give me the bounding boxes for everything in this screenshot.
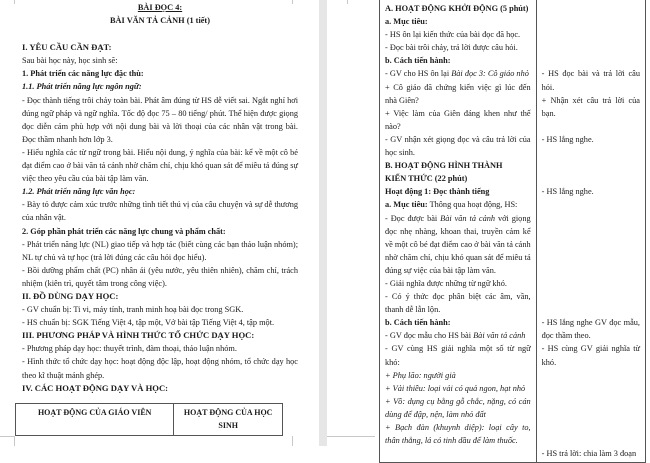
procedure-label: b. Cách tiến hành: (385, 56, 451, 66)
lesson-subtitle: BÀI VĂN TẢ CẢNH (1 tiết) (110, 16, 210, 26)
objective-item: - Đọc bài trôi chảy, trả lời được câu hỏi. (385, 43, 518, 53)
student-activities-cell (536, 0, 645, 463)
objective-item (385, 212, 531, 277)
question-item: + Việc làm của Giên đáng khen như thế nào? (385, 108, 531, 131)
text: - GV đọc mẫu cho HS bài (385, 331, 474, 341)
section1-paragraph: - Phát triển năng lực (NL) giao tiếp và hợp tác (biết cùng các bạn thảo luận nhóm); NL tự chủ và tự học (trả lời đúng các câu hỏi đọc hiểu). (22, 239, 298, 262)
vocabulary-item: + Vải thiều: loại vải có quả ngon, hạt nhỏ (385, 383, 526, 393)
column-header-student: HOẠT ĐỘNG CỦA HỌC SINH (174, 404, 283, 436)
section1-heading: I. YÊU CẦU CẦN ĐẠT: (22, 42, 112, 53)
objective-label: a. Mục tiêu: (385, 17, 428, 27)
section1-paragraph: - Bồi dưỡng phẩm chất (PC) nhân ái (yêu nước, yêu thiên nhiên), chăm chỉ, trách nhiệm (kiên trì, quyết tâm trong công việc). (22, 265, 298, 288)
objective-item: - Có ý thức đọc phân biệt các âm, vần, thanh dễ lẫn lộn. (385, 292, 531, 315)
crop-mark (14, 436, 15, 446)
text: - GV cho HS ôn lại (385, 69, 452, 79)
activity-a-heading: A. HOẠT ĐỘNG KHỞI ĐỘNG (5 phút) (385, 4, 529, 13)
section1-sub1: 1. Phát triển các năng lực đặc thù: (22, 69, 144, 79)
procedure-item: - GV cùng HS giải nghĩa một số từ ngữ khó: (385, 344, 531, 367)
student-activity: - HS cùng GV giải nghĩa từ khó. (541, 344, 640, 367)
section3-heading: III. PHƯƠNG PHÁP VÀ HÌNH THỨC TỔ CHỨC DẠY HỌC: (22, 330, 255, 341)
text: với giọng đọc nhẹ nhàng, khoan thai, truyền cảm kể về một cô bé đạt điểm cao ở bài văn tả cảnh nhờ chăm chỉ, chịu khó quan sát để miêu tả đúng sự việc của bài tập làm văn. (385, 213, 531, 275)
activity-b-heading-cont: KIẾN THỨC (22 phút) (385, 174, 468, 184)
procedure-item (385, 329, 531, 342)
objective-item: - HS ôn lại kiến thức của bài đọc đã học. (385, 30, 521, 40)
procedure-label: b. Cách tiến hành: (385, 318, 451, 328)
question-item: + Cô giáo đã chứng kiến việc gì lúc đến nhà Giên? (385, 82, 531, 105)
section3-paragraph: - Phương pháp dạy học: thuyết trình, đàm thoại, thảo luận nhóm. (22, 344, 237, 354)
section3-paragraph: - Hình thức tổ chức dạy học: hoạt động độc lập, hoạt động nhóm, tổ chức dạy học theo kĩ thuật mảnh ghép. (22, 357, 298, 380)
section2-heading: II. ĐỒ DÙNG DẠY HỌC: (22, 290, 119, 301)
document-page-left (0, 0, 319, 446)
lesson-reference: Bài văn tả cảnh (473, 331, 526, 341)
section1-paragraph: - Hiểu nghĩa các từ ngữ trong bài. Hiểu nội dung, ý nghĩa của bài: kể về một cô bé đạt điểm cao ở bài văn tả cảnh nhờ chăm chỉ, chịu khó quan sát để miêu tả đúng sự việc theo yêu cầu của bài tập làm văn. (22, 147, 298, 184)
lesson-title: BÀI ĐỌC 4: (137, 3, 183, 12)
activities-table (379, 0, 646, 463)
crop-mark (292, 436, 293, 446)
page-gutter (319, 0, 327, 446)
crop-mark (347, 0, 348, 4)
section1-intro: Sau bài học này, học sinh sẽ: (22, 56, 118, 66)
section1-sub1-1: 1.1. Phát triển năng lực ngôn ngữ: (22, 82, 142, 92)
student-activity: - HS lắng nghe. (541, 134, 594, 144)
left-page-body (22, 1, 298, 395)
column-header-teacher: HOẠT ĐỘNG CỦA GIÁO VIÊN (16, 404, 174, 436)
table-row (380, 0, 646, 463)
student-activity: - HS đọc bài và trả lời câu hỏi. (541, 69, 640, 92)
section2-teacher-prep: - GV chuẩn bị: Ti vi, máy tính, tranh minh hoạ bài đọc trong SGK. (22, 305, 244, 315)
objective-label: a. Mục tiêu: (385, 200, 428, 210)
student-activity: - HS lắng nghe. (541, 187, 594, 197)
crop-mark (0, 436, 14, 437)
student-activity: - HS lắng nghe GV đọc mẫu, đọc thầm theo. (541, 318, 640, 341)
objective-item: - Giải nghĩa được những từ ngữ khó. (385, 278, 507, 288)
text: - Đọc được bài (385, 213, 441, 223)
section1-sub1-2: 1.2. Phát triển năng lực văn học: (22, 187, 136, 197)
student-activity: + Nhận xét câu trả lời của bạn. (541, 95, 640, 118)
vocabulary-item: + Phụ lão: người già (385, 370, 456, 380)
section1-sub2: 2. Góp phần phát triển các năng lực chung và phẩm chất: (22, 226, 226, 236)
lesson-reference: Bài văn tả cảnh (440, 213, 496, 223)
vocabulary-item: + Bạch đàn (khuynh diệp): loại cây to, thân thẳng, lá có tinh dầu để làm thuốc. (385, 423, 531, 446)
activity-1-heading: Hoạt động 1: Đọc thành tiếng (385, 187, 490, 197)
section1-paragraph: - Bày tỏ được cảm xúc trước những tình tiết thú vị của câu chuyện và sự dễ thương của nhân vật. (22, 200, 298, 223)
activity-b-heading: B. HOẠT ĐỘNG HÌNH THÀNH (385, 161, 503, 171)
vocabulary-item: + Vồ: dụng cụ bằng gỗ chắc, nặng, có cán dùng để đập, nện, làm nhỏ đất (385, 396, 531, 419)
text: Thông qua hoạt động, HS: (427, 200, 518, 210)
student-activity: - HS trả lời: chia làm 3 đoạn (541, 449, 637, 459)
activities-table-header (15, 403, 283, 436)
teacher-activities-cell (380, 0, 537, 463)
section2-student-prep: - HS chuẩn bị: SGK Tiếng Việt 4, tập một, Vở bài tập Tiếng Việt 4, tập một. (22, 318, 275, 328)
procedure-item: - GV nhận xét giọng đọc và câu trả lời của học sinh. (385, 134, 531, 158)
section1-paragraph: - Đọc thành tiếng trôi chảy toàn bài. Phát âm đúng từ HS dễ viết sai. Ngắt nghỉ hơi đúng ngữ pháp và ngữ nghĩa. Tốc độ đọc 75 – 80 tiếng/ phút. Thể hiện được giọng đọc diễn cảm phù hợp với nội dung bài và lời thoại của các nhân vật trong bài. Đọc thầm nhanh hơn lớp 3. (22, 95, 298, 144)
section4-heading: IV. CÁC HOẠT ĐỘNG DẠY VÀ HỌC: (22, 382, 169, 393)
objective-line (385, 198, 531, 211)
crop-mark (327, 436, 375, 437)
procedure-item (385, 67, 531, 80)
crop-mark (14, 0, 15, 4)
lesson-reference: Bài đọc 3: Cô giáo nhỏ (451, 69, 529, 79)
document-page-right (327, 0, 650, 459)
